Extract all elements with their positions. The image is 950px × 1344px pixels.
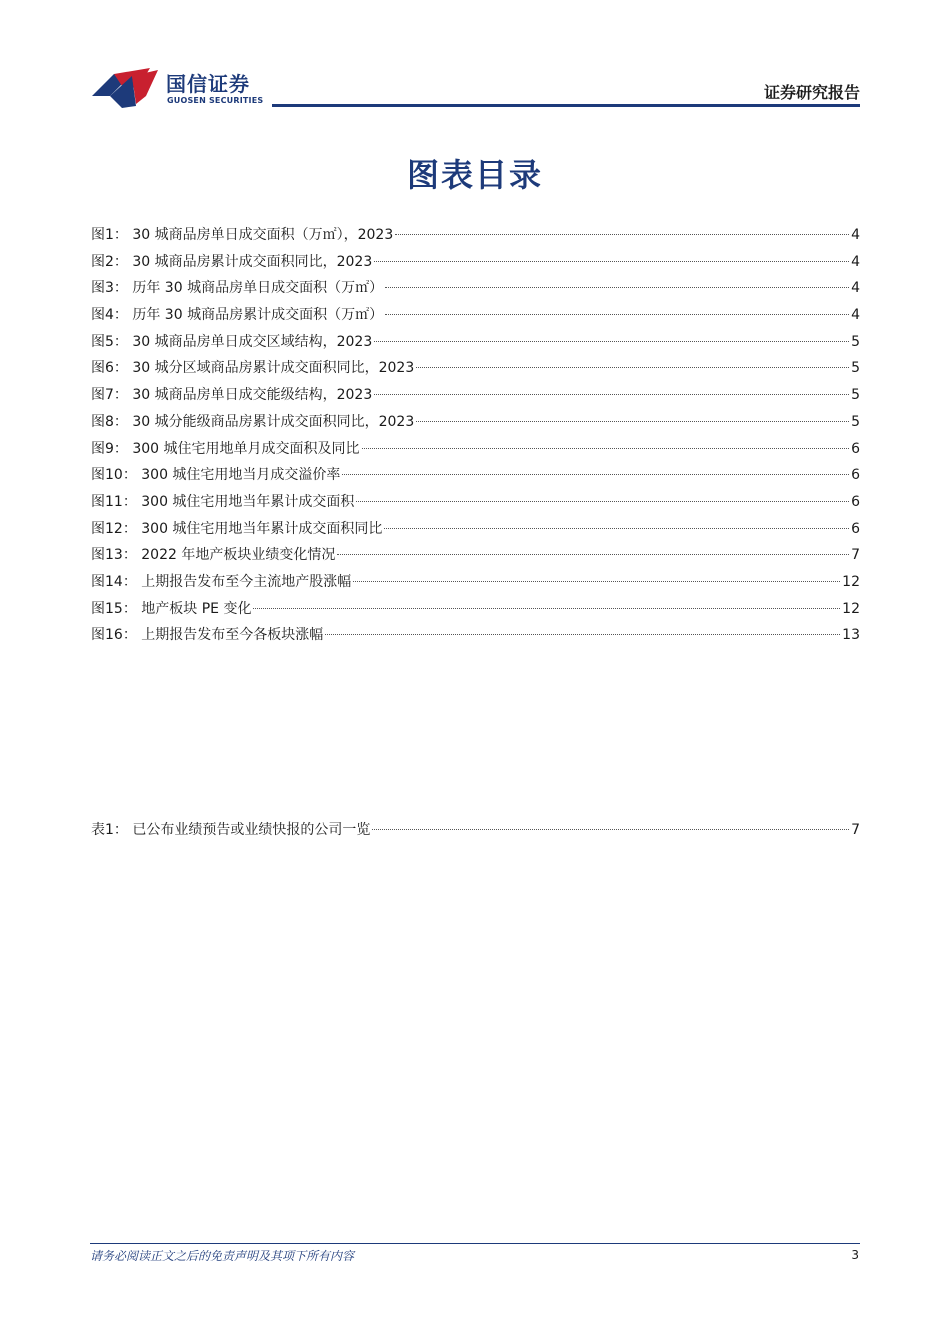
figure-toc-label: 图15： 地产板块 PE 变化: [91, 600, 252, 617]
figure-toc-label: 图3： 历年 30 城商品房单日成交面积（万㎡）: [91, 280, 384, 297]
figure-toc-page-number: 4: [851, 307, 860, 324]
figure-toc-page-number: 5: [851, 387, 860, 404]
figure-toc-page-number: 12: [842, 600, 860, 617]
figure-toc-page-number: 13: [842, 627, 860, 644]
header-divider: [272, 104, 860, 107]
figure-toc-entry[interactable]: [91, 624, 860, 651]
dot-leader: [374, 394, 849, 395]
figure-toc-label: 图5： 30 城商品房单日成交区域结构，2023: [91, 333, 373, 350]
figure-toc-page-number: 12: [842, 573, 860, 590]
dot-leader: [385, 287, 849, 288]
figure-toc-label: 图1： 30 城商品房单日成交面积（万㎡），2023: [91, 227, 394, 243]
dot-leader: [416, 421, 849, 422]
figure-toc-label: 图7： 30 城商品房单日成交能级结构，2023: [91, 387, 373, 404]
figure-toc-page-number: 7: [851, 547, 860, 564]
figure-toc-label: 图9： 300 城住宅用地单月成交面积及同比: [91, 440, 360, 457]
figure-toc-label: 图4： 历年 30 城商品房累计成交面积（万㎡）: [91, 307, 384, 324]
figure-toc-entry[interactable]: [91, 331, 860, 358]
table-toc-entry[interactable]: [91, 819, 860, 846]
figure-toc-label: 图6： 30 城分区域商品房累计成交面积同比，2023: [91, 360, 415, 377]
dot-leader: [374, 261, 849, 262]
figure-toc-entry[interactable]: [91, 491, 860, 518]
dot-leader: [416, 367, 849, 368]
page-title: 图表目录: [406, 156, 543, 194]
figure-toc-entry[interactable]: [91, 277, 860, 304]
figure-toc-entry[interactable]: [91, 384, 860, 411]
dot-leader: [384, 528, 849, 529]
report-type-label: 证券研究报告: [763, 83, 860, 102]
guosen-logo: [92, 66, 262, 110]
table-list: [91, 819, 860, 846]
figure-toc-entry[interactable]: [91, 251, 860, 278]
figure-toc-page-number: 4: [851, 280, 860, 297]
figure-toc-label: 图2： 30 城商品房累计成交面积同比，2023: [91, 253, 373, 270]
figure-toc-entry[interactable]: [91, 357, 860, 384]
dot-leader: [342, 474, 849, 475]
figure-toc-label: 图8： 30 城分能级商品房累计成交面积同比，2023: [91, 413, 415, 430]
dot-leader: [395, 234, 849, 235]
dot-leader: [385, 314, 849, 315]
figure-toc-label: 图14： 上期报告发布至今主流地产股涨幅: [91, 573, 352, 590]
dot-leader: [337, 554, 849, 555]
figure-toc-label: 图12： 300 城住宅用地当年累计成交面积同比: [91, 520, 383, 537]
table-toc-page-number: 7: [851, 822, 860, 838]
figure-toc-page-number: 6: [851, 440, 860, 457]
figure-toc-label: 图11： 300 城住宅用地当年累计成交面积: [91, 493, 355, 510]
figure-toc-entry[interactable]: [91, 438, 860, 465]
figure-toc-page-number: 5: [851, 413, 860, 430]
page-header: [0, 0, 950, 112]
figure-toc-label: 图13： 2022 年地产板块业绩变化情况: [91, 547, 336, 564]
figure-toc-entry[interactable]: [91, 304, 860, 331]
logo-english-name: GUOSEN SECURITIES: [167, 96, 264, 105]
figure-toc-page-number: 4: [851, 253, 860, 270]
figure-toc-page-number: 6: [851, 467, 860, 484]
figure-toc-page-number: 6: [851, 520, 860, 537]
figure-toc-page-number: 4: [851, 227, 860, 243]
figure-toc-page-number: 5: [851, 360, 860, 377]
dot-leader: [353, 581, 840, 582]
dot-leader: [253, 608, 840, 609]
footer-page-number: 3: [851, 1248, 859, 1262]
table-toc-label: 表1： 已公布业绩预告或业绩快报的公司一览: [91, 822, 371, 838]
figure-toc-page-number: 6: [851, 493, 860, 510]
logo-chinese-name: 国信证券: [166, 72, 250, 96]
dot-leader: [362, 448, 850, 449]
dot-leader: [325, 634, 840, 635]
footer-divider: [90, 1243, 860, 1244]
figure-toc-label: 图16： 上期报告发布至今各板块涨幅: [91, 627, 324, 644]
figure-toc-entry[interactable]: [91, 518, 860, 545]
figure-toc-entry[interactable]: [91, 224, 860, 251]
footer-disclaimer: 请务必阅读正文之后的免责声明及其项下所有内容: [90, 1249, 355, 1263]
dot-leader: [372, 829, 849, 830]
figure-toc-page-number: 5: [851, 333, 860, 350]
dot-leader: [374, 341, 849, 342]
guosen-logo-mark-icon: [92, 66, 162, 110]
dot-leader: [356, 501, 849, 502]
figure-list: [91, 224, 860, 651]
figure-toc-entry[interactable]: [91, 544, 860, 571]
figure-toc-entry[interactable]: [91, 464, 860, 491]
figure-toc-label: 图10： 300 城住宅用地当月成交溢价率: [91, 467, 341, 484]
figure-toc-entry[interactable]: [91, 411, 860, 438]
figure-toc-entry[interactable]: [91, 598, 860, 625]
figure-toc-entry[interactable]: [91, 571, 860, 598]
